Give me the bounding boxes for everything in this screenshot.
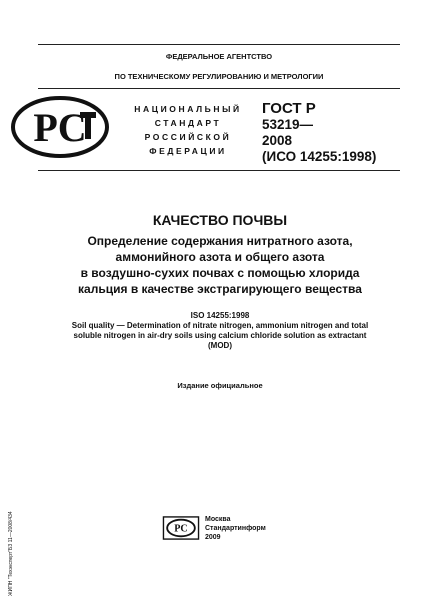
publisher-city: Москва bbox=[205, 516, 231, 523]
iso-code: ISO 14255:1998 bbox=[190, 311, 250, 320]
agency-line-2: ПО ТЕХНИЧЕСКОМУ РЕГУЛИРОВАНИЮ И МЕТРОЛОГИИ bbox=[114, 72, 324, 81]
national-standard-line-2: СТАНДАРТ bbox=[154, 118, 222, 128]
national-standard-line-1: НАЦИОНАЛЬНЫЙ bbox=[134, 104, 242, 114]
agency-line-1: ФЕДЕРАЛЬНОЕ АГЕНТСТВО bbox=[165, 52, 273, 61]
publisher-year: 2009 bbox=[205, 534, 221, 541]
publisher-logo bbox=[162, 516, 200, 540]
iso-title-line-1: Soil quality — Determination of nitrate nitrogen, ammonium nitrogen and total bbox=[71, 321, 369, 330]
iso-title-line-3: (MOD) bbox=[208, 341, 232, 350]
gost-number: 53219— bbox=[262, 117, 314, 132]
side-code: БЗ 11—2008/434 bbox=[8, 511, 14, 550]
svg-text:PC: PC bbox=[174, 523, 188, 535]
edition-label: Издание официальное bbox=[177, 381, 263, 390]
publisher-name: Стандартинформ bbox=[205, 525, 266, 532]
subtitle-line-2: аммонийного азота и общего азота bbox=[115, 250, 325, 264]
agency-rule bbox=[38, 88, 400, 89]
side-imprint: ЖИПН "Техэксперт" bbox=[8, 549, 14, 596]
iso-title-line-2: soluble nitrogen in air-dry soils using calcium chloride solution as extractant bbox=[73, 331, 367, 340]
gost-r-logo bbox=[10, 95, 110, 159]
gost-title: ГОСТ Р bbox=[262, 100, 316, 117]
subtitle-line-1: Определение содержания нитратного азота, bbox=[87, 234, 353, 248]
top-rule bbox=[38, 44, 400, 45]
national-standard-line-3: РОССИЙСКОЙ bbox=[144, 132, 232, 142]
subtitle-line-3: в воздушно-сухих почвах с помощью хлорида bbox=[80, 266, 360, 280]
gost-iso-ref: (ИСО 14255:1998) bbox=[262, 149, 377, 164]
national-standard-line-4: ФЕДЕРАЦИИ bbox=[149, 146, 227, 156]
svg-text:PC: PC bbox=[33, 105, 87, 150]
subtitle-line-4: кальция в качестве экстрагирующего вещества bbox=[78, 282, 362, 296]
gost-year: 2008 bbox=[262, 133, 293, 148]
document-title: КАЧЕСТВО ПОЧВЫ bbox=[152, 212, 288, 228]
header-bottom-rule bbox=[38, 170, 400, 171]
